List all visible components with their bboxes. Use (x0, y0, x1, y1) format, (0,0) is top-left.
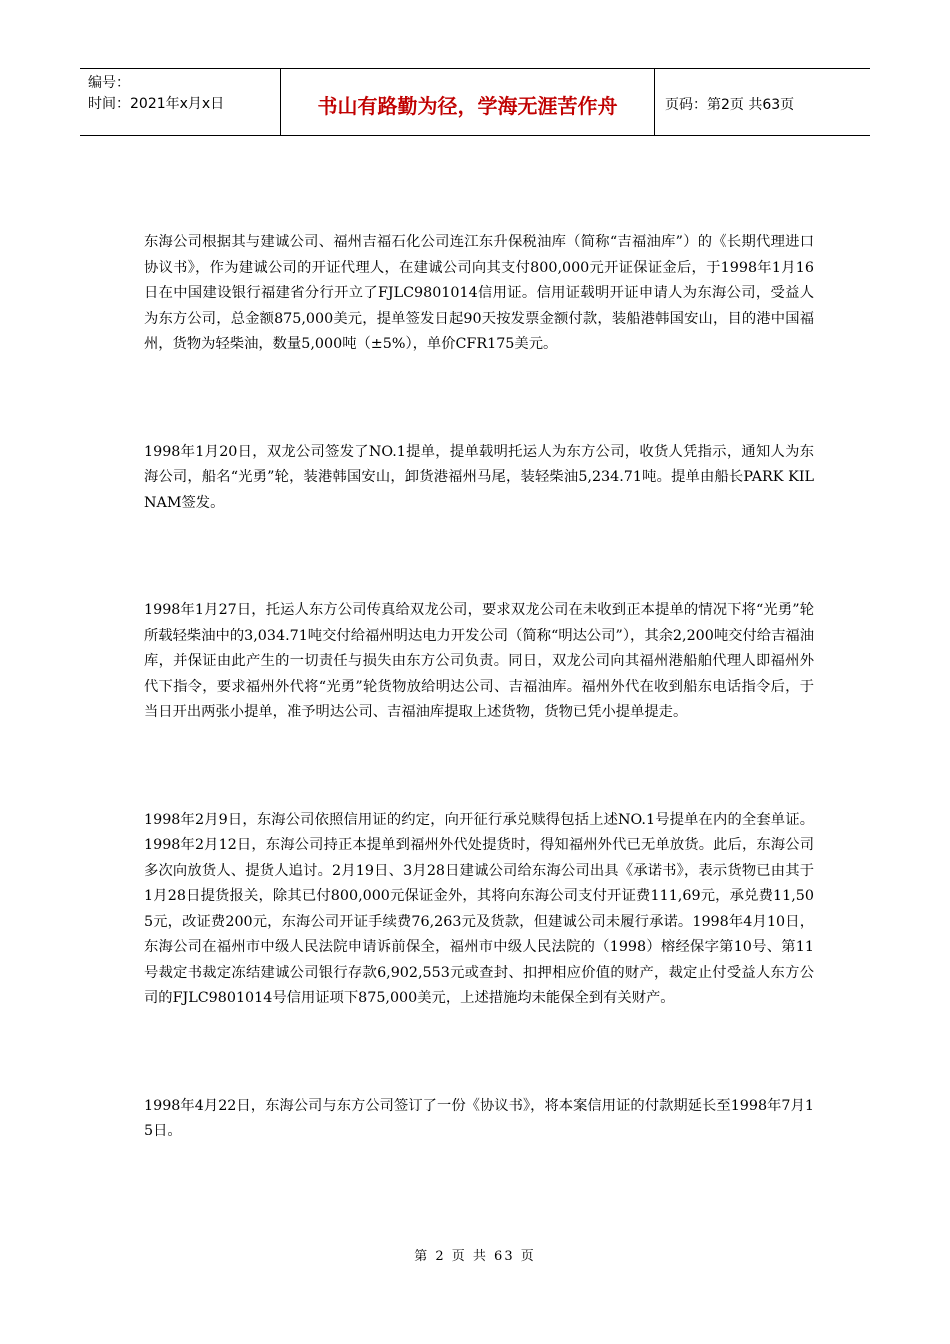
document-date: 时间：2021年x月x日 (88, 96, 225, 112)
header-page-code: 页码：第2页 共63页 (665, 97, 795, 113)
paragraph: 东海公司根据其与建诚公司、福州吉福石化公司连江东升保税油库（简称“吉福油库”）的《长期代理进口协议书》，作为建诚公司的开证代理人，在建诚公司向其支付800,000元开证保证金后，于1998年1月16日在中国建设银行福建省分行开立了FJLC9801014信用证。信用证载明开证申请人为东海公司，受益人为东方公司，总金额875,000美元，提单签发日起90天按发票金额付款，装船港韩国安山，目的港中国福州，货物为轻柴油，数量5,000吨（±5%），单价CFR175美元。 (144, 234, 814, 352)
paragraph: 1998年1月27日，托运人东方公司传真给双龙公司，要求双龙公司在未收到正本提单的情况下将“光勇”轮所载轻柴油中的3,034.71吨交付给福州明达电力开发公司（简称“明达公司”），其余2,200吨交付给吉福油库，并保证由此产生的一切责任与损失由东方公司负责。同日，双龙公司向其福州港船舶代理人即福州外代下指令，要求福州外代将“光勇”轮货物放给明达公司、吉福油库。福州外代在收到船东电话指令后，于当日开出两张小提单，准予明达公司、吉福油库提取上述货物，货物已凭小提单提走。 (144, 602, 814, 720)
paragraph: 1998年4月22日，东海公司与东方公司签订了一份《协议书》，将本案信用证的付款期延长至1998年7月15日。 (144, 1097, 814, 1139)
paragraph: 1998年1月20日，双龙公司签发了NO.1提单，提单载明托运人为东方公司，收货人凭指示，通知人为东海公司，船名“光勇”轮，装港韩国安山，卸货港福州马尾，装轻柴油5,234.71吨。提单由船长PARK KIL NAM签发。 (144, 443, 814, 511)
page-footer: 第 2 页 共 63 页 (414, 1249, 536, 1264)
header-motto: 书山有路勤为径，学海无涯苦作舟 (281, 69, 655, 135)
paragraph: 1998年2月9日，东海公司依照信用证的约定，向开征行承兑赎得包括上述NO.1号提单在内的全套单证。1998年2月12日，东海公司持正本提单到福州外代处提货时，得知福州外代已无单放货。此后，东海公司多次向放货人、提货人追讨。2月19日、3月28日建诚公司给东海公司出具《承诺书》，表示货物已由其于1月28日提货报关，除其已付800,000元保证金外，其将向东海公司支付开证费111,69元，承兑费11,505元，改证费200元，东海公司开证手续费76,263元及货款，但建诚公司未履行承诺。1998年4月10日，东海公司在福州市中级人民法院申请诉前保全，福州市中级人民法院的（1998）榕经保字第10号、第11号裁定书裁定冻结建诚公司银行存款6,902,553元或查封、扣押相应价值的财产，裁定止付受益人东方公司的FJLC9801014号信用证项下875,000美元，上述措施均未能保全到有关财产。 (144, 811, 814, 1006)
document-number-label: 编号： (88, 75, 130, 91)
header-meta (80, 69, 281, 135)
document-body (144, 230, 814, 1145)
page-header (80, 68, 870, 136)
